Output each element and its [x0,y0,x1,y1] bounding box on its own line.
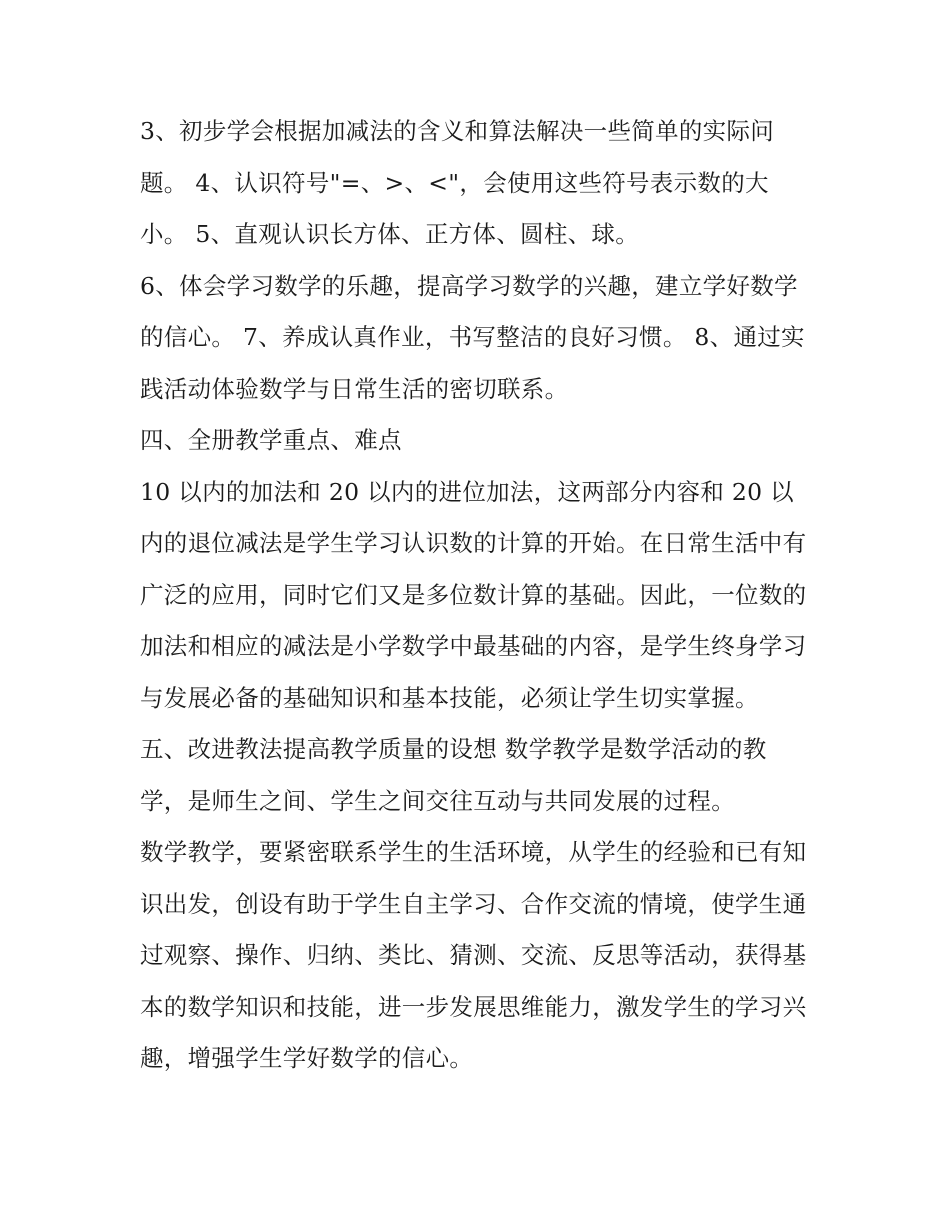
paragraph-goals-3-5: 3、初步学会根据加减法的含义和算法解决一些简单的实际问题。 4、认识符号"=、>、<"，会使用这些符号表示数的大小。 5、直观认识长方体、正方体、圆柱、球。 [140,117,775,248]
document-body [140,106,812,1085]
paragraph-goals-6-8: 6、体会学习数学的乐趣，提高学习数学的兴趣，建立学好数学的信心。 7、养成认真作业，书写整洁的良好习惯。 8、通过实践活动体验数学与日常生活的密切联系。 [140,271,805,403]
paragraph-teaching: 数学教学，要紧密联系学生的生活环境，从学生的经验和已有知识出发，创设有助于学生自主学习、合作交流的情境，使学生通过观察、操作、归纳、类比、猜测、交流、反思等活动，获得基本的数学知识和技能，进一步发展思维能力，激发学生的学习兴趣，增强学生学好数学的信心。 [140,838,807,1072]
paragraph-key-points: 10 以内的加法和 20 以内的进位加法，这两部分内容和 20 以内的退位减法是学生学习认识数的计算的开始。在日常生活中有广泛的应用，同时它们又是多位数计算的基础。因此，一位数的加法和相应的减法是小学数学中最基础的内容，是学生终身学习与发展必备的基础知识和基本技能，必须让学生切实掌握。 [140,477,807,712]
section-heading-teaching-ideas: 五、改进教法提高教学质量的设想 数学教学是数学活动的教学，是师生之间、学生之间交往互动与共同发展的过程。 [140,735,767,815]
section-heading-key-points: 四、全册教学重点、难点 [140,426,402,454]
